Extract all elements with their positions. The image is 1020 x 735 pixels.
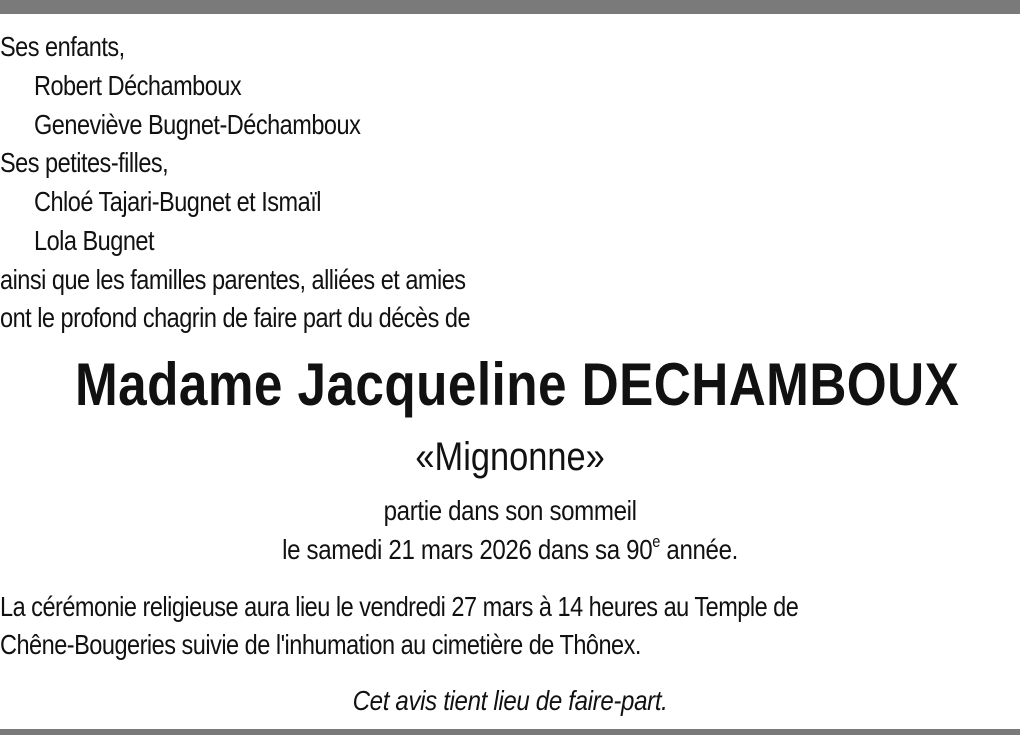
- relatives-line: ainsi que les familles parentes, alliées et amies: [0, 264, 466, 295]
- ordinal-suffix: e: [652, 531, 661, 551]
- announcement-line: ont le profond chagrin de faire part du décès de: [0, 302, 471, 333]
- passing-year-word: année.: [660, 534, 738, 565]
- deceased-nickname: «Mignonne»: [415, 435, 605, 479]
- closing-note-row: [0, 684, 1020, 718]
- passing-line-1: partie dans son sommeil: [383, 495, 637, 526]
- child-name-1: Robert Déchamboux: [34, 70, 242, 101]
- deceased-name: Madame Jacqueline DECHAMBOUX: [74, 351, 960, 418]
- nickname-row: [0, 434, 1020, 480]
- passing-line-2-row: [0, 533, 1020, 567]
- grandchild-name-1: Chloé Tajari-Bugnet et Ismaïl: [34, 186, 321, 217]
- grandchild-name-2: Lola Bugnet: [34, 225, 155, 256]
- deceased-name-row: [0, 350, 1020, 420]
- child-name-2: Geneviève Bugnet-Déchamboux: [34, 109, 361, 140]
- passing-line-1-row: [0, 494, 1020, 528]
- passing-date-age: le samedi 21 mars 2026 dans sa 90: [282, 534, 653, 565]
- ceremony-line-1: La cérémonie religieuse aura lieu le vendredi 27 mars à 14 heures au Temple de: [0, 591, 799, 622]
- closing-note: Cet avis tient lieu de faire-part.: [352, 685, 668, 716]
- children-heading: Ses enfants,: [0, 31, 125, 62]
- top-border-rule: [0, 0, 1020, 14]
- passing-line-2: [282, 533, 738, 567]
- ceremony-line-2: Chêne-Bougeries suivie de l'inhumation au cimetière de Thônex.: [0, 629, 641, 660]
- bottom-border-rule: [0, 729, 1020, 735]
- grandchildren-heading: Ses petites-filles,: [0, 147, 169, 178]
